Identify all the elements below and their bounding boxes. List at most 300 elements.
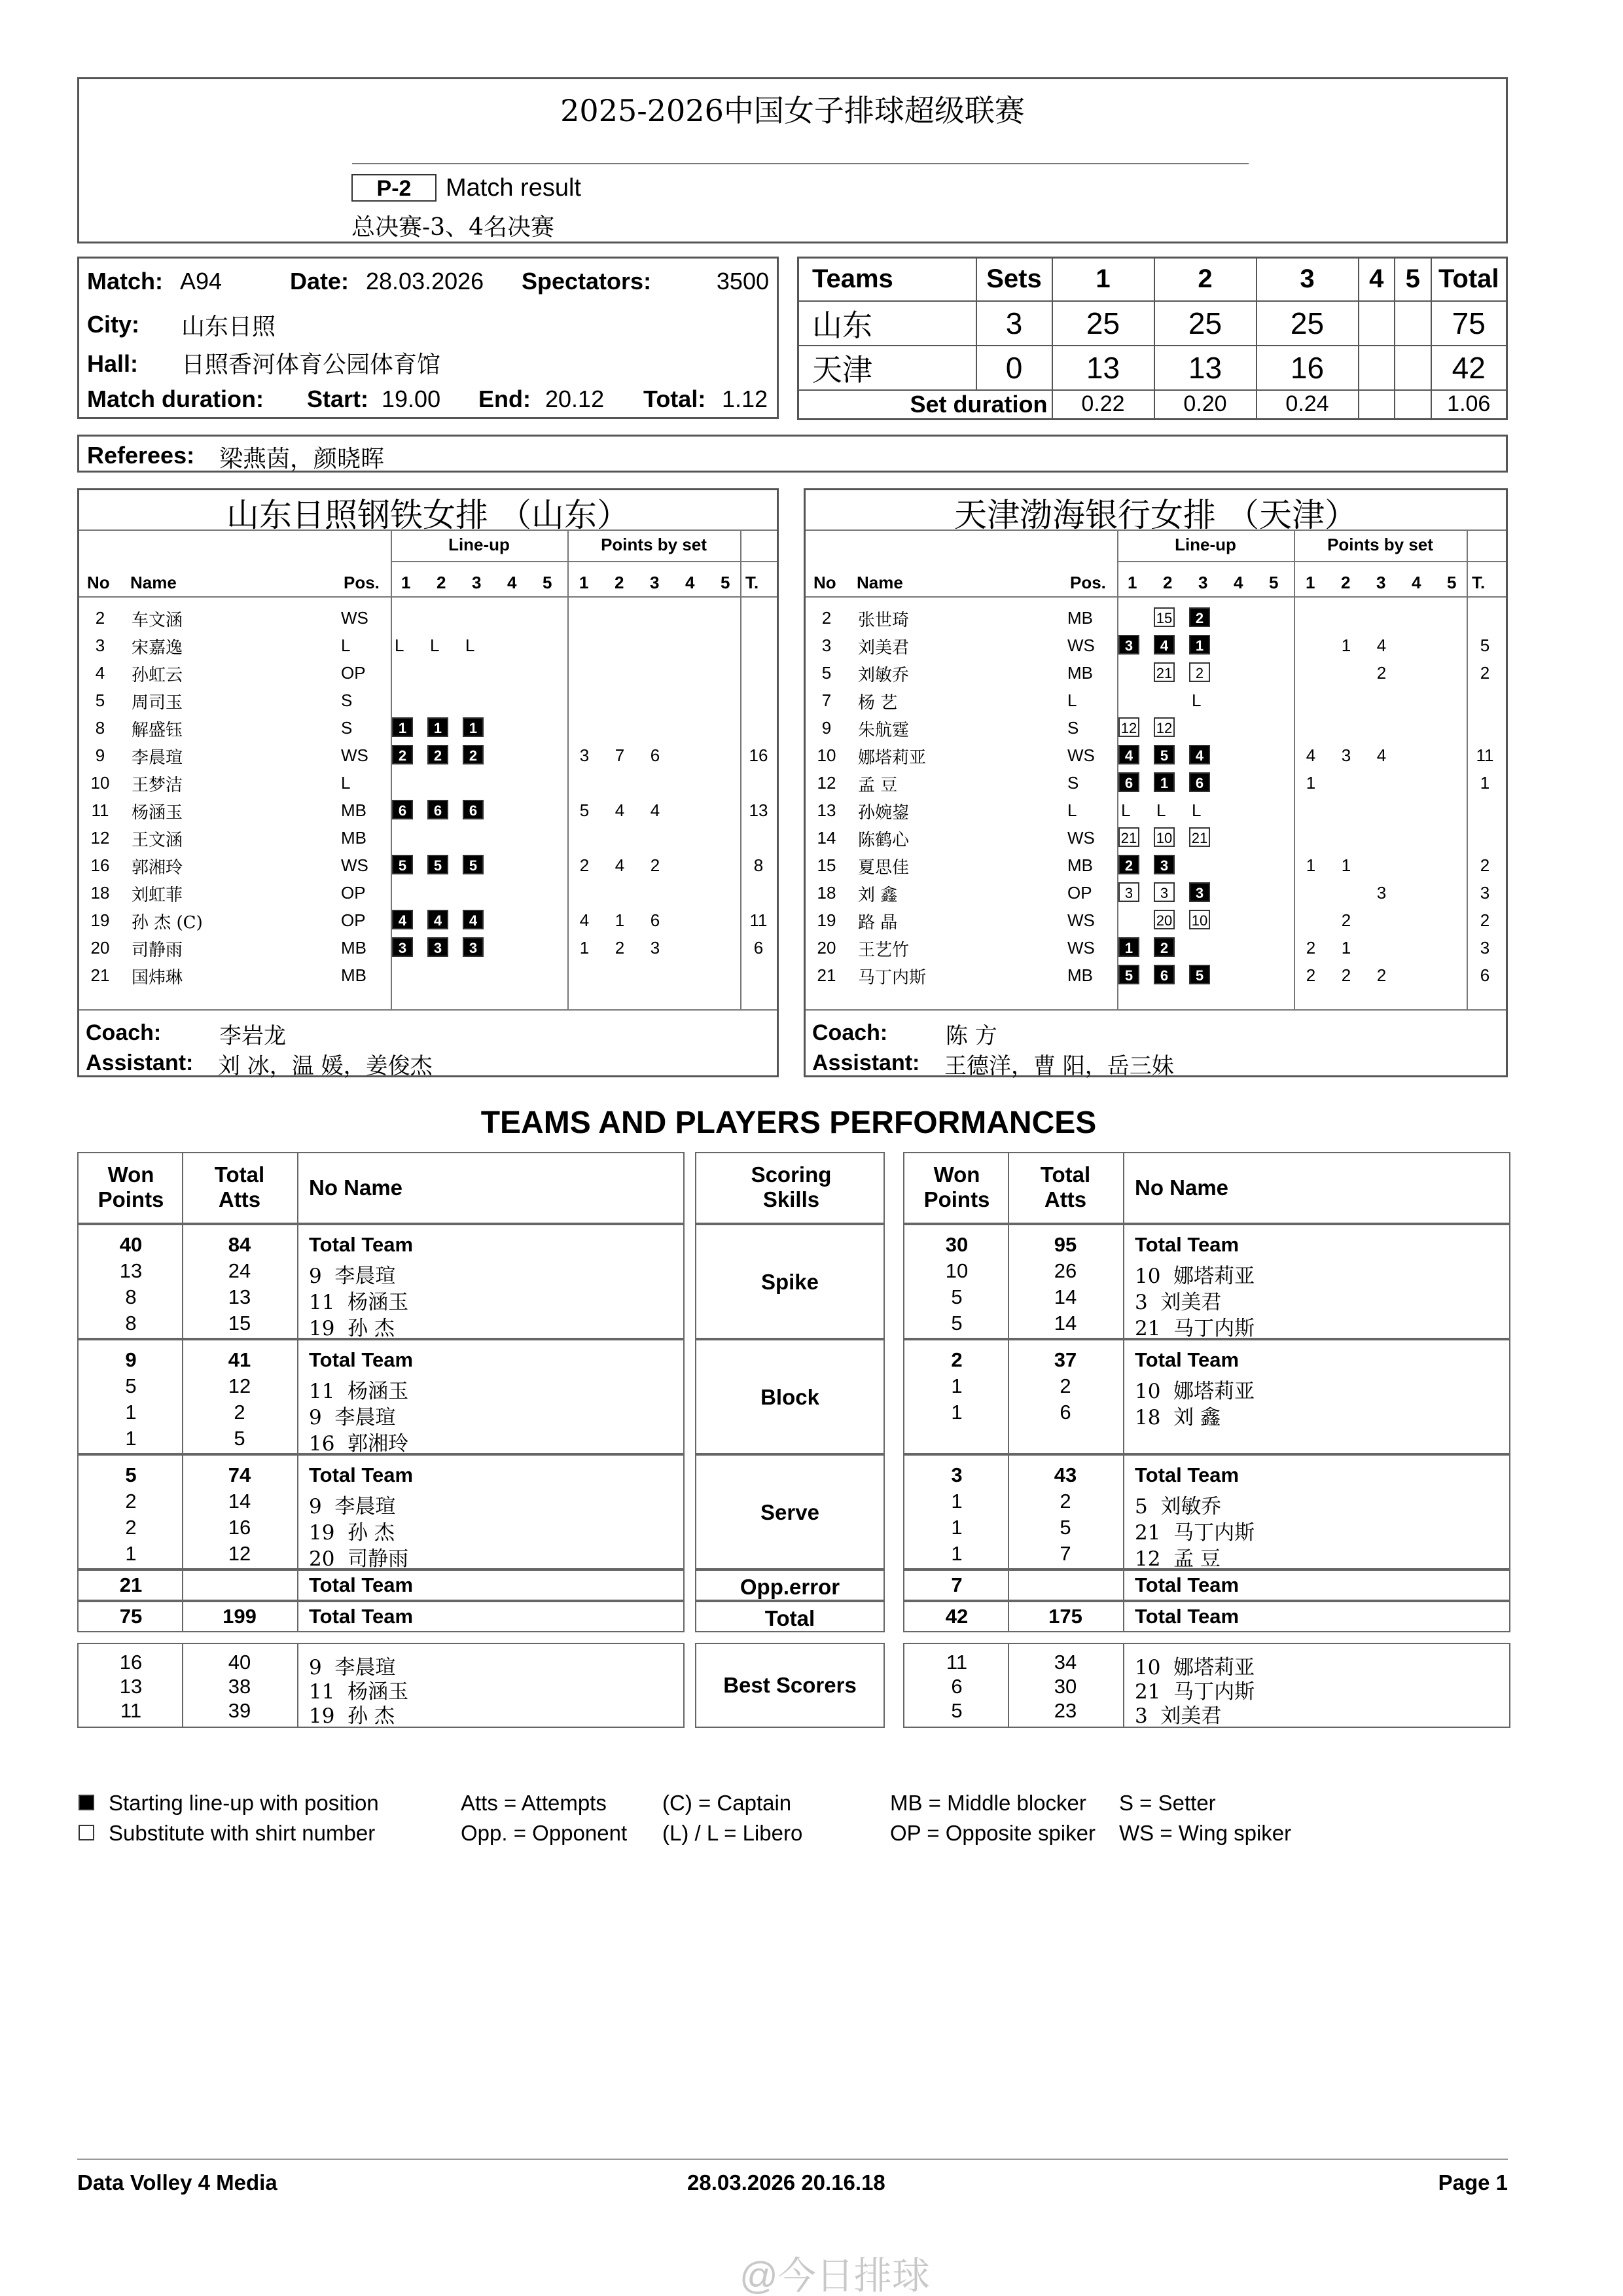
perf-col-divider bbox=[1008, 1602, 1009, 1631]
perf-col-divider bbox=[1123, 1644, 1124, 1727]
header-total-atts: Total Atts bbox=[214, 1162, 265, 1211]
spectators-label: Spectators: bbox=[522, 268, 652, 295]
lineup-starting-position: 6 bbox=[463, 800, 484, 819]
player-name: 孙 杰 (C) bbox=[132, 913, 203, 933]
points-set-1: 2 bbox=[1306, 938, 1316, 958]
legend-item: Atts = Attempts bbox=[461, 1791, 607, 1815]
perf-col-divider bbox=[1008, 1644, 1009, 1727]
points-set-2: 3 bbox=[1341, 745, 1351, 765]
perf-header-skill bbox=[695, 1152, 885, 1224]
perf-player: 9 李晨瑄 bbox=[309, 1495, 396, 1518]
legend-item: S = Setter bbox=[1119, 1791, 1216, 1815]
header-no-name: No Name bbox=[309, 1175, 403, 1200]
header-box bbox=[77, 77, 1508, 243]
perf-atts: 7 bbox=[1060, 1542, 1071, 1565]
col-points-set-1: 1 bbox=[1306, 573, 1315, 592]
perf-won: 1 bbox=[951, 1542, 963, 1565]
player-position: MB bbox=[1067, 965, 1093, 985]
points-set-3: 2 bbox=[650, 855, 660, 875]
header-no-name: No Name bbox=[1135, 1175, 1229, 1200]
player-row bbox=[806, 934, 1506, 961]
lineup-starting-position: 3 bbox=[427, 937, 448, 957]
player-position: L bbox=[1067, 691, 1077, 710]
perf-block-skill bbox=[695, 1339, 885, 1454]
perf-block-right bbox=[903, 1224, 1510, 1339]
performance-title: TEAMS AND PLAYERS PERFORMANCES bbox=[480, 1105, 1097, 1140]
player-position: S bbox=[1067, 718, 1079, 738]
points-set-2: 4 bbox=[615, 800, 625, 820]
perf-header-right bbox=[903, 1152, 1510, 1224]
lineup-libero: L bbox=[430, 636, 440, 655]
city-label: City: bbox=[87, 311, 139, 338]
player-name: 孟 豆 bbox=[858, 776, 898, 795]
perf-atts: 175 bbox=[1048, 1605, 1082, 1628]
points-set-2: 4 bbox=[615, 855, 625, 875]
perf-won: 5 bbox=[951, 1285, 963, 1308]
player-position: OP bbox=[341, 910, 366, 930]
player-name: 刘美君 bbox=[858, 638, 910, 658]
points-set-2: 2 bbox=[615, 938, 625, 958]
perf-block-left bbox=[77, 1454, 685, 1570]
player-number: 5 bbox=[821, 663, 832, 683]
player-name: 路 晶 bbox=[858, 913, 898, 933]
lineup-starting-position: 1 bbox=[1154, 772, 1175, 792]
points-set-3: 3 bbox=[1376, 883, 1387, 903]
perf-atts: 199 bbox=[223, 1605, 257, 1628]
perf-atts: 37 bbox=[1054, 1348, 1077, 1371]
legend-substitute-square-icon bbox=[79, 1825, 94, 1840]
player-row bbox=[79, 824, 777, 852]
points-set-3: 6 bbox=[650, 745, 660, 765]
player-name: 张世琦 bbox=[858, 611, 910, 630]
player-name: 朱航霆 bbox=[858, 721, 910, 740]
perf-won: 5 bbox=[125, 1374, 137, 1397]
perf-player: 11 杨涵玉 bbox=[309, 1680, 409, 1704]
perf-player: 19 孙 杰 bbox=[309, 1317, 395, 1340]
lineup-starting-position: 6 bbox=[392, 800, 413, 819]
perf-total-right bbox=[903, 1601, 1510, 1632]
perf-col-divider bbox=[1123, 1571, 1124, 1600]
perf-col-divider bbox=[297, 1340, 298, 1453]
player-row bbox=[79, 604, 777, 632]
perf-col-divider bbox=[297, 1153, 298, 1223]
player-number: 5 bbox=[95, 691, 105, 710]
points-total: 3 bbox=[1480, 883, 1490, 903]
perf-won: 6 bbox=[951, 1675, 963, 1698]
player-name: 刘 鑫 bbox=[858, 886, 898, 905]
player-name: 孙虹云 bbox=[132, 666, 183, 685]
perf-won: 5 bbox=[951, 1699, 963, 1722]
perf-atts: 14 bbox=[1054, 1312, 1077, 1335]
doc-subtitle: 总决赛-3、4名决赛 bbox=[351, 214, 554, 241]
perf-opp-right bbox=[903, 1570, 1510, 1601]
perf-atts: 5 bbox=[1060, 1516, 1071, 1539]
lineup-starting-position: 5 bbox=[427, 855, 448, 874]
perf-won: 1 bbox=[125, 1401, 137, 1424]
col-points-set-5: 5 bbox=[1447, 573, 1457, 592]
col-lineup-set-3: 3 bbox=[1198, 573, 1208, 592]
score-sets-away: 0 bbox=[976, 346, 1052, 390]
coach-name: 陈 方 bbox=[946, 1023, 997, 1049]
perf-atts: 84 bbox=[228, 1233, 251, 1256]
player-name: 解盛钰 bbox=[132, 721, 183, 740]
page-title: 2025-2026中国女子排球超级联赛 bbox=[560, 93, 1025, 128]
player-name: 李晨瑄 bbox=[132, 748, 183, 768]
perf-won: 40 bbox=[119, 1233, 143, 1256]
player-row bbox=[79, 797, 777, 824]
performance-section bbox=[77, 1152, 1510, 1741]
points-set-3: 4 bbox=[1376, 636, 1387, 655]
perf-col-divider bbox=[297, 1602, 298, 1631]
player-position: L bbox=[341, 636, 351, 655]
player-number: 3 bbox=[95, 636, 105, 655]
player-row bbox=[806, 852, 1506, 879]
perf-col-divider bbox=[1008, 1225, 1009, 1338]
perf-won: 8 bbox=[125, 1285, 137, 1308]
perf-won: 42 bbox=[945, 1605, 969, 1628]
lineup-substitute-number: 3 bbox=[1118, 882, 1139, 902]
referees-box bbox=[77, 435, 1508, 473]
lineup-starting-position: 4 bbox=[1154, 635, 1175, 655]
points-set-2: 7 bbox=[615, 745, 625, 765]
score-home-set2: 25 bbox=[1154, 301, 1257, 346]
player-row bbox=[806, 879, 1506, 906]
player-name: 郭湘玲 bbox=[132, 858, 183, 878]
player-row bbox=[79, 906, 777, 934]
lineup-starting-position: 4 bbox=[427, 910, 448, 929]
legend-starting-square-icon bbox=[79, 1795, 94, 1810]
score-header-sets: Sets bbox=[976, 258, 1052, 301]
perf-won: 9 bbox=[125, 1348, 137, 1371]
points-set-1: 2 bbox=[1306, 965, 1316, 985]
lineup-starting-position: 5 bbox=[463, 855, 484, 874]
perf-opp-skill bbox=[695, 1570, 885, 1601]
perf-col-divider bbox=[1008, 1340, 1009, 1453]
perf-atts: 30 bbox=[1054, 1675, 1077, 1698]
player-row bbox=[79, 714, 777, 742]
col-lineup-set-1: 1 bbox=[401, 573, 411, 592]
perf-col-divider bbox=[1123, 1602, 1124, 1631]
assistant-names: 王德洋，曹 阳，岳三妹 bbox=[944, 1053, 1174, 1079]
perf-won: 1 bbox=[951, 1516, 963, 1539]
header-scoring-skills: Scoring Skills bbox=[751, 1162, 832, 1211]
lineup-substitute-number: 21 bbox=[1189, 827, 1210, 847]
points-total: 13 bbox=[749, 800, 768, 820]
player-row bbox=[79, 961, 777, 989]
legend-item: WS = Wing spiker bbox=[1119, 1821, 1292, 1845]
col-points-set-1: 1 bbox=[579, 573, 589, 592]
perf-col-divider bbox=[182, 1602, 183, 1631]
col-points-set-2: 2 bbox=[1341, 573, 1351, 592]
perf-player: Total Team bbox=[1135, 1573, 1240, 1596]
player-number: 18 bbox=[90, 883, 110, 903]
perf-player: Total Team bbox=[309, 1573, 414, 1596]
points-set-2: 1 bbox=[615, 910, 625, 930]
points-set-2: 1 bbox=[1341, 636, 1351, 655]
legend-item: Opp. = Opponent bbox=[461, 1821, 628, 1845]
header-rule bbox=[1117, 561, 1506, 562]
player-position: WS bbox=[1067, 938, 1095, 958]
col-points-set-2: 2 bbox=[615, 573, 624, 592]
col-lineup-set-2: 2 bbox=[437, 573, 446, 592]
score-away-set1: 13 bbox=[1052, 346, 1154, 390]
player-row bbox=[79, 879, 777, 906]
points-total: 8 bbox=[753, 855, 764, 875]
points-set-3: 2 bbox=[1376, 663, 1387, 683]
perf-col-divider bbox=[182, 1225, 183, 1338]
skill-label: Spike bbox=[760, 1270, 819, 1294]
player-number: 16 bbox=[90, 855, 110, 875]
perf-atts: 12 bbox=[228, 1374, 251, 1397]
player-position: S bbox=[341, 691, 353, 710]
lineup-starting-position: 3 bbox=[1154, 855, 1175, 874]
player-number: 19 bbox=[817, 910, 836, 930]
player-row bbox=[79, 742, 777, 769]
perf-atts: 38 bbox=[228, 1675, 251, 1698]
perf-atts: 24 bbox=[228, 1259, 251, 1282]
player-row bbox=[806, 824, 1506, 852]
lineup-starting-position: 4 bbox=[1118, 745, 1139, 764]
perf-player: Total Team bbox=[1135, 1463, 1240, 1486]
player-row bbox=[79, 632, 777, 659]
lineup-label: Line-up bbox=[1175, 535, 1236, 554]
points-set-1: 5 bbox=[579, 800, 590, 820]
footer-timestamp: 28.03.2026 20.16.18 bbox=[687, 2170, 885, 2195]
start-label: Start: bbox=[307, 386, 369, 412]
points-total: 2 bbox=[1480, 663, 1490, 683]
player-name: 孙婉鋆 bbox=[858, 803, 910, 823]
perf-player: Total Team bbox=[1135, 1233, 1240, 1256]
perf-won: 5 bbox=[125, 1463, 137, 1486]
legend-item: OP = Opposite spiker bbox=[890, 1821, 1096, 1845]
points-total: 2 bbox=[1480, 855, 1490, 875]
score-team-away: 天津 bbox=[798, 346, 976, 390]
points-set-1: 1 bbox=[579, 938, 590, 958]
score-header-set4: 4 bbox=[1359, 258, 1395, 301]
perf-player: Total Team bbox=[1135, 1348, 1240, 1371]
perf-atts: 74 bbox=[228, 1463, 251, 1486]
perf-player: 19 孙 杰 bbox=[309, 1704, 395, 1728]
player-number: 9 bbox=[95, 745, 105, 765]
perf-player: Total Team bbox=[309, 1233, 414, 1256]
lineup-starting-position: 2 bbox=[392, 745, 413, 764]
match-number: A94 bbox=[180, 268, 223, 295]
coach-label: Coach: bbox=[86, 1020, 162, 1045]
lineup-starting-position: 4 bbox=[1189, 745, 1210, 764]
points-set-3: 3 bbox=[650, 938, 660, 958]
points-set-1: 4 bbox=[579, 910, 590, 930]
perf-col-divider bbox=[182, 1456, 183, 1568]
perf-block-left bbox=[77, 1224, 685, 1339]
perf-col-divider bbox=[1123, 1340, 1124, 1453]
score-home-set5 bbox=[1395, 301, 1431, 346]
perf-atts: 13 bbox=[228, 1285, 251, 1308]
col-pos: Pos. bbox=[344, 573, 380, 592]
points-set-1: 1 bbox=[1306, 855, 1316, 875]
col-total: T. bbox=[745, 573, 759, 592]
col-name: Name bbox=[130, 573, 177, 592]
lineup-starting-position: 6 bbox=[1154, 965, 1175, 984]
legend bbox=[77, 1791, 1452, 1856]
perf-col-divider bbox=[297, 1456, 298, 1568]
perf-won: 1 bbox=[951, 1490, 963, 1513]
set-duration-label: Set duration bbox=[798, 390, 1052, 420]
player-number: 20 bbox=[817, 938, 836, 958]
column-header-rule bbox=[806, 596, 1506, 598]
player-position: WS bbox=[1067, 910, 1095, 930]
player-position: WS bbox=[1067, 745, 1095, 765]
player-number: 21 bbox=[817, 965, 836, 985]
col-lineup-set-5: 5 bbox=[1269, 573, 1279, 592]
player-row bbox=[806, 742, 1506, 769]
perf-col-divider bbox=[182, 1340, 183, 1453]
player-name: 马丁内斯 bbox=[858, 968, 927, 988]
points-set-3: 4 bbox=[1376, 745, 1387, 765]
points-set-2: 1 bbox=[1341, 938, 1351, 958]
lineup-libero: L bbox=[1192, 800, 1202, 820]
doc-title: Match result bbox=[446, 174, 581, 202]
total-label: Total: bbox=[643, 386, 706, 412]
points-set-2: 2 bbox=[1341, 910, 1351, 930]
player-row bbox=[806, 632, 1506, 659]
points-set-3: 6 bbox=[650, 910, 660, 930]
team-name: 天津渤海银行女排 （天津） bbox=[954, 496, 1357, 534]
player-name: 杨涵玉 bbox=[132, 803, 183, 823]
points-set-2: 2 bbox=[1341, 965, 1351, 985]
coach-label: Coach: bbox=[812, 1020, 888, 1045]
perf-header-left bbox=[77, 1152, 685, 1224]
perf-player: Total Team bbox=[1135, 1605, 1240, 1628]
perf-player: 9 李晨瑄 bbox=[309, 1265, 396, 1288]
perf-atts: 2 bbox=[234, 1401, 245, 1424]
perf-player: Total Team bbox=[309, 1348, 414, 1371]
points-set-2: 1 bbox=[1341, 855, 1351, 875]
player-number: 12 bbox=[90, 828, 110, 848]
col-points-set-3: 3 bbox=[1376, 573, 1386, 592]
skill-label: Serve bbox=[760, 1500, 819, 1524]
perf-atts: 34 bbox=[1054, 1651, 1077, 1674]
score-header-set5: 5 bbox=[1395, 258, 1431, 301]
player-number: 13 bbox=[817, 800, 836, 820]
assistant-label: Assistant: bbox=[812, 1050, 920, 1075]
player-position: WS bbox=[341, 855, 368, 875]
player-row bbox=[79, 769, 777, 797]
col-lineup-set-2: 2 bbox=[1163, 573, 1173, 592]
player-position: MB bbox=[1067, 663, 1093, 683]
col-points-set-5: 5 bbox=[721, 573, 730, 592]
perf-atts: 6 bbox=[1060, 1401, 1071, 1424]
lineup-starting-position: 3 bbox=[463, 937, 484, 957]
perf-opp-left bbox=[77, 1570, 685, 1601]
score-home-set3: 25 bbox=[1257, 301, 1359, 346]
player-number: 14 bbox=[817, 828, 836, 848]
points-total: 11 bbox=[1476, 745, 1494, 765]
coach-name: 李岩龙 bbox=[219, 1023, 286, 1049]
lineup-starting-position: 2 bbox=[427, 745, 448, 764]
player-number: 4 bbox=[95, 663, 105, 683]
perf-col-divider bbox=[297, 1644, 298, 1727]
match-label: Match: bbox=[87, 268, 163, 295]
player-position: OP bbox=[341, 663, 366, 683]
match-info-box bbox=[77, 257, 779, 419]
player-row bbox=[79, 852, 777, 879]
perf-won: 75 bbox=[119, 1605, 143, 1628]
player-position: S bbox=[341, 718, 353, 738]
perf-player: 16 郭湘玲 bbox=[309, 1432, 409, 1456]
perf-player: 5 刘敏乔 bbox=[1135, 1495, 1222, 1518]
lineup-starting-position: 5 bbox=[1118, 965, 1139, 984]
col-lineup-set-4: 4 bbox=[507, 573, 517, 592]
perf-col-divider bbox=[1008, 1456, 1009, 1568]
lineup-starting-position: 4 bbox=[392, 910, 413, 929]
col-lineup-set-3: 3 bbox=[472, 573, 482, 592]
perf-won: 11 bbox=[120, 1699, 142, 1722]
player-position: MB bbox=[1067, 608, 1093, 628]
city-value: 山东日照 bbox=[181, 314, 276, 340]
best-scorers-left bbox=[77, 1643, 685, 1728]
player-position: WS bbox=[1067, 828, 1095, 848]
player-position: OP bbox=[341, 883, 366, 903]
player-row bbox=[79, 934, 777, 961]
lineup-starting-position: 1 bbox=[1189, 635, 1210, 655]
lineup-starting-position: 6 bbox=[1189, 772, 1210, 792]
col-points-set-3: 3 bbox=[650, 573, 660, 592]
duration-label: Match duration: bbox=[87, 386, 264, 412]
perf-won: 1 bbox=[125, 1542, 137, 1565]
lineup-substitute-number: 10 bbox=[1154, 827, 1175, 847]
player-position: WS bbox=[341, 608, 368, 628]
player-name: 王梦洁 bbox=[132, 776, 183, 795]
perf-total-left bbox=[77, 1601, 685, 1632]
player-name: 国炜琳 bbox=[132, 968, 183, 988]
perf-player: 20 司静雨 bbox=[309, 1547, 409, 1571]
player-row bbox=[806, 714, 1506, 742]
player-number: 3 bbox=[821, 636, 832, 655]
perf-player: Total Team bbox=[309, 1463, 414, 1486]
player-row bbox=[806, 769, 1506, 797]
points-total: 3 bbox=[1480, 938, 1490, 958]
legend-item: (C) = Captain bbox=[662, 1791, 792, 1815]
lineup-substitute-number: 20 bbox=[1154, 910, 1175, 929]
points-total: 2 bbox=[1480, 910, 1490, 930]
score-header-set2: 2 bbox=[1154, 258, 1257, 301]
points-set-1: 3 bbox=[579, 745, 590, 765]
perf-player: 11 杨涵玉 bbox=[309, 1291, 409, 1314]
perf-won: 1 bbox=[951, 1401, 963, 1424]
points-label: Points by set bbox=[601, 535, 707, 554]
legend-item: (L) / L = Libero bbox=[662, 1821, 803, 1845]
lineup-substitute-number: 21 bbox=[1118, 827, 1139, 847]
lineup-substitute-number: 15 bbox=[1154, 607, 1175, 627]
perf-player: 3 刘美君 bbox=[1135, 1291, 1222, 1314]
player-position: OP bbox=[1067, 883, 1092, 903]
col-pos: Pos. bbox=[1070, 573, 1106, 592]
perf-atts: 39 bbox=[228, 1699, 251, 1722]
lineup-starting-position: 1 bbox=[392, 717, 413, 737]
score-away-set5 bbox=[1395, 346, 1431, 390]
perf-player: 9 李晨瑄 bbox=[309, 1406, 396, 1429]
set-duration-2: 0.20 bbox=[1154, 390, 1257, 420]
header-total-atts: Total Atts bbox=[1040, 1162, 1091, 1211]
score-header-total: Total bbox=[1431, 258, 1507, 301]
score-team-home: 山东 bbox=[798, 301, 976, 346]
set-duration-1: 0.22 bbox=[1052, 390, 1154, 420]
score-sets-home: 3 bbox=[976, 301, 1052, 346]
lineup-starting-position: 3 bbox=[1189, 882, 1210, 902]
lineup-substitute-number: 12 bbox=[1118, 717, 1139, 737]
player-row bbox=[806, 797, 1506, 824]
col-name: Name bbox=[857, 573, 903, 592]
